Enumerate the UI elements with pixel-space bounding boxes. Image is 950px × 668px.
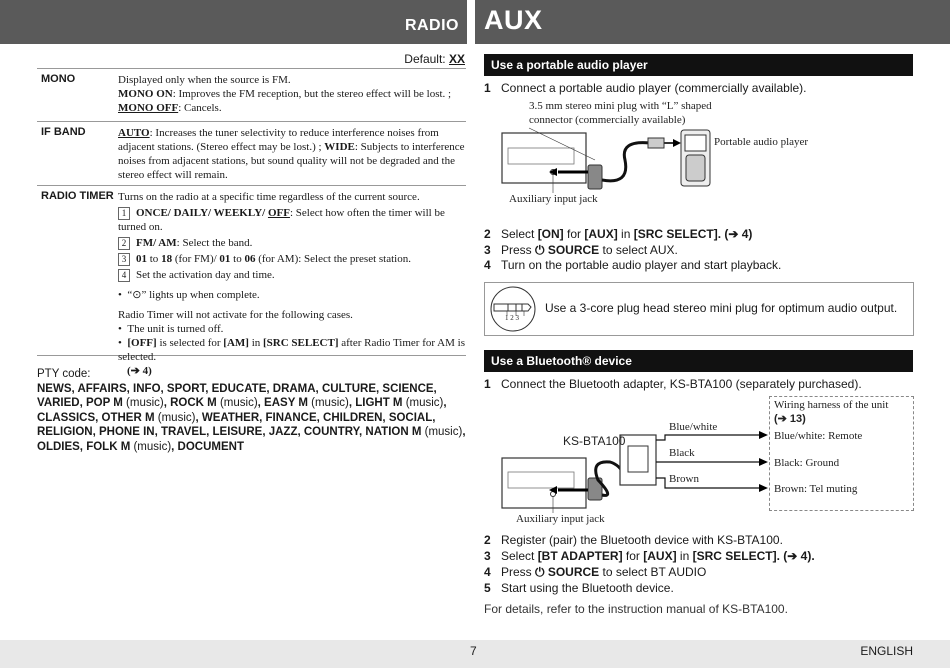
plug-2 (648, 138, 681, 148)
portable-step-2: 2 Select [ON] for [AUX] in [SRC SELECT]. (➔ 4) (484, 227, 753, 241)
bt-step-2: 2 Register (pair) the Bluetooth device with KS-BTA100. (484, 533, 783, 547)
ifband-desc: AUTO: Increases the tuner selectivity to reduce interference noises from adjacent stations. (Stereo effect may be lost.) ; WIDE: Subjects to interference noises from adjacent stations, but sound quality will not be degraded and the stereo effect will remain. (118, 127, 465, 181)
harness-ref: (➔ 13) (774, 413, 806, 425)
pty-code-run: (music) (216, 397, 258, 409)
pty-code-run: (music) (307, 397, 349, 409)
pty-code-run: , CLASSICS, OTHER M (37, 397, 447, 424)
page-footer (0, 640, 950, 668)
radio-timer-desc: Turns on the radio at a specific time regardless of the current source. 1 ONCE/ DAILY/ WEEKLY/ OFF: Select how often the timer will be turned on. 2 FM/ AM: Select the band. 3 01 to 18 (for FM)/ 01 to 06 (for AM): Select the preset station. 4 Set the activation day and time. • “⊙” lights up when complete. Radio Timer will not activate for the following cases. • The unit is turned off. • [OFF] is selected for [AM] in [SRC SELECT] after Radio Timer for AM is selected. (➔ 4) (118, 191, 465, 377)
head-unit-2 (502, 458, 586, 508)
default-note: Default: XX (404, 52, 465, 66)
language-label: ENGLISH (860, 644, 913, 658)
bt-step-4: 4 Press ⏻ SOURCE to select BT AUDIO (484, 565, 707, 579)
mono-desc: Displayed only when the source is FM. MONO ON: Improves the FM reception, but the stereo effect will be lost. ; MONO OFF: Cancels. (118, 74, 452, 114)
bt-footer-note: For details, refer to the instruction manual of KS-BTA100. (484, 602, 788, 616)
harness-title: Wiring harness of the unit (774, 399, 889, 411)
bluetooth-section-bar: Use a Bluetooth® device (484, 350, 913, 372)
portable-section-bar: Use a portable audio player (484, 54, 913, 76)
plug-note-box (484, 282, 914, 336)
portable-step-1: 1 Connect a portable audio player (commercially available). (484, 81, 807, 95)
wire-black-label: Black (669, 447, 695, 459)
pty-code-run: , ROCK M (163, 397, 217, 409)
player-label: Portable audio player (714, 136, 809, 148)
pty-code-run: (music) (154, 411, 196, 424)
aux-jack-label-1: Auxiliary input jack (509, 193, 598, 205)
pty-code-run: (music) (130, 440, 172, 453)
pty-code-run: , EASY M (257, 397, 308, 409)
ifband-label: IF BAND (41, 126, 86, 138)
default-value: XX (448, 52, 465, 66)
wire-brown-label: Brown (669, 473, 699, 485)
aux-jack-label-2: Auxiliary input jack (516, 513, 605, 525)
l-plug-1 (549, 165, 602, 189)
harness-blue: Blue/white: Remote (774, 430, 863, 442)
l-plug-2 (549, 478, 602, 500)
adapter-label: KS-BTA100 (563, 434, 626, 448)
plug-pin-numbers: 1 2 3 (505, 314, 519, 322)
portable-player-icon (681, 130, 710, 186)
harness-black: Black: Ground (774, 457, 840, 469)
plug-label-1: 3.5 mm stereo mini plug with “L” shaped (529, 100, 712, 112)
wiring-harness-box (769, 396, 914, 511)
radio-timer-label: RADIO TIMER (41, 190, 114, 202)
pty-code-run: (music) (421, 426, 463, 438)
pty-code-run: , WEATHER, FINANCE, CHILDREN, SOCIAL, RELIGION, PHONE IN, TRAVEL, LEISURE, JAZZ, COUNTRY, NATION M (37, 411, 436, 438)
pty-code-run: (music) (122, 397, 164, 409)
pty-code-run: , DOCUMENT (171, 440, 245, 453)
page-number: 7 (470, 644, 477, 658)
pty-code-run: , OLDIES, FOLK M (37, 426, 466, 453)
plug-label-2: connector (commercially available) (529, 114, 686, 126)
cable-1 (602, 143, 650, 181)
bt-step-5: 5 Start using the Bluetooth device. (484, 581, 674, 595)
head-unit-1 (502, 133, 586, 183)
radio-title: RADIO (404, 17, 459, 34)
portable-step-4: 4 Turn on the portable audio player and start playback. (484, 258, 782, 272)
aux-title: AUX (484, 5, 543, 35)
pty-code-run: NEWS, AFFAIRS, INFO, SPORT, EDUCATE, DRAMA, CULTURE, SCIENCE, VARIED, POP M (37, 382, 437, 409)
bt-step-1: 1 Connect the Bluetooth adapter, KS-BTA100 (separately purchased). (484, 377, 862, 391)
pty-code-run: (music) (402, 397, 444, 409)
portable-step-3: 3 Press ⏻ SOURCE to select AUX. (484, 243, 678, 257)
plug-note-text: Use a 3-core plug head stereo mini plug for optimum audio output. (545, 301, 898, 315)
pty-label: PTY code: (37, 368, 91, 380)
bt-step-3: 3 Select [BT ADAPTER] for [AUX] in [SRC SELECT]. (➔ 4). (484, 549, 815, 563)
wire-blue-label: Blue/white (669, 421, 718, 433)
harness-brown: Brown: Tel muting (774, 483, 858, 495)
mono-label: MONO (41, 73, 76, 85)
pty-code-run: , LIGHT M (348, 397, 403, 409)
